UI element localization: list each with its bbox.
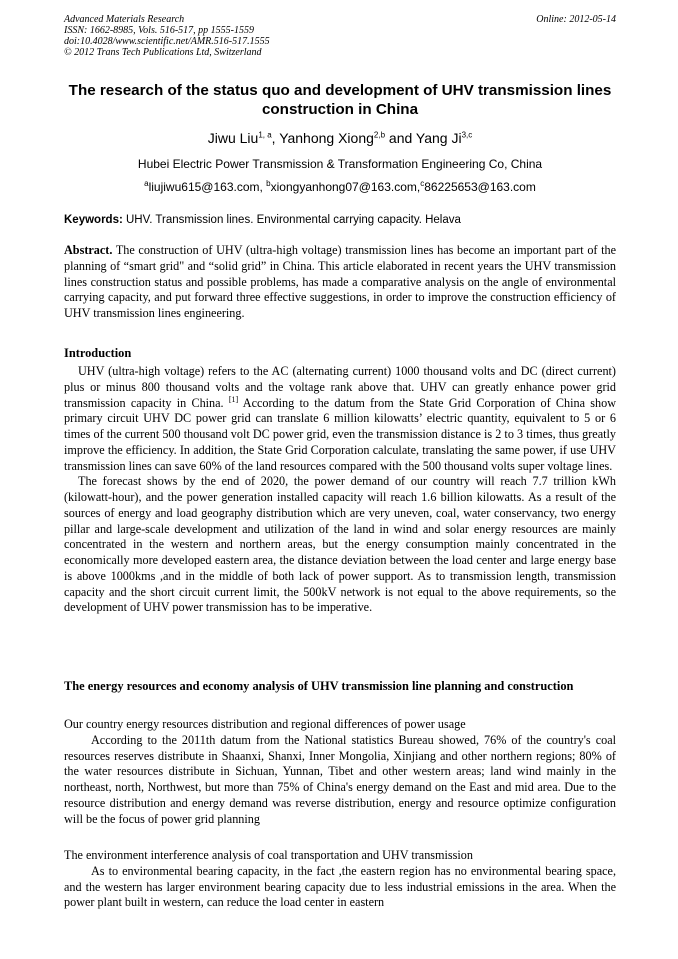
subsection-heading: Our country energy resources distribution and regional differences of power usage (64, 717, 466, 731)
author-affil-mark: 2,b (373, 130, 386, 140)
author-list (64, 129, 616, 147)
energy-section (64, 717, 616, 827)
keywords-label: Keywords: (64, 214, 123, 226)
paper-title: The research of the status quo and development of UHV transmission lines construction in China (68, 82, 612, 118)
doi-line: doi:10.4028/www.scientific.net/AMR.516-517.1555 (64, 36, 270, 47)
author-name: Jiwu Liu (207, 130, 259, 146)
author-affil-mark: 3,c (461, 130, 473, 140)
citation-ref[interactable]: [1] (228, 394, 239, 404)
email-link[interactable]: liujiwu615@163.com, (148, 180, 267, 194)
environment-section (64, 848, 616, 911)
journal-name: Advanced Materials Research (64, 14, 185, 25)
journal-header (64, 14, 616, 58)
author-affil-mark: 1, a (258, 130, 272, 140)
email-mark: b (266, 179, 271, 188)
email-mark: c (420, 179, 425, 188)
issn-line: ISSN: 1662-8985, Vols. 516-517, pp 1555-1559 (64, 25, 254, 36)
author-name: Yanhong Xiong (279, 130, 374, 146)
paragraph-text: According to the datum from the State Grid Corporation of China show primary circuit UHV DC power grid can translate 6 million kilowatts’ electric quantity, equivalent to 5 or 6 times of the current 500 thousand volt DC power grid, even the transmission distance is 2 to 3 times, thus greatly improve the efficiency. In addition, the State Grid Corporation calculate, translating the same power, if use UHV transmission lines can save 60% of the land resources compared with the 500 thousand volts super voltage lines. (64, 395, 617, 473)
introduction-section (64, 364, 616, 616)
abstract-text: The construction of UHV (ultra-high voltage) transmission lines has become an important part of the planning of “smart grid" and “solid grid” in China. This article elaborated in recent years the UHV transmission lines construction status and possible problems, has made a comparative analysis on the angle of environmental carrying capacity, and put forward three effective suggestions, in order to improve the construction efficiency of UHV transmission lines engineering. (64, 243, 616, 320)
paragraph: As to environmental bearing capacity, in the fact ,the eastern region has no environmental bearing space, and the western has larger environment bearing capacity due to less industrial emissions in the area. When the power plant built in western, can reduce the load center in eastern (64, 863, 616, 910)
email-list (64, 180, 616, 195)
keywords (64, 213, 616, 228)
paragraph: The forecast shows by the end of 2020, the power demand of our country will reach 7.7 trillion kWh (kilowatt-hour), and the power generation installed capacity will reach 1.6 billion kilowatts. As a result of the sources of energy and load geography distribution which are very uneven, coal, water conservancy, two energy pillar and large-scale development and utilization of the land in wind and solar energy resources are mainly concentrated in the western and northern areas, but the energy consumption mainly concentrated in the economically more developed eastern area, the distance deviation between the load center and large energy base is above 1000kms ,and in the middle of both lack of power support. As to transmission length, transmission capacity and the short circuit current limit, the 500kV network is not equal to the above requirements, so the development of UHV power transmission has to be imperative. (64, 474, 616, 615)
email-link[interactable]: xiongyanhong07@163.com, (270, 180, 421, 194)
author-separator: , (271, 130, 280, 146)
paragraph (64, 364, 616, 474)
keywords-text: UHV. Transmission lines. Environmental carrying capacity. Helava (122, 214, 461, 226)
author-separator: and (385, 130, 416, 146)
online-date: Online: 2012-05-14 (536, 14, 616, 25)
section-heading-introduction: Introduction (64, 346, 132, 360)
section-heading-energy: The energy resources and economy analysis of UHV transmission line planning and construction (64, 679, 574, 693)
affiliation: Hubei Electric Power Transmission & Transformation Engineering Co, China (137, 157, 543, 171)
email-mark: a (144, 179, 149, 188)
subsection-heading: The environment interference analysis of coal transportation and UHV transmission (64, 848, 473, 862)
author-name: Yang Ji (415, 130, 462, 146)
copyright-line: © 2012 Trans Tech Publications Ltd, Switzerland (64, 47, 262, 58)
email-link[interactable]: 86225653@163.com (424, 180, 536, 194)
paragraph-text: UHV (ultra-high voltage) refers to the AC (alternating current) 1000 thousand volts and DC (direct current) plus or minus 800 thousand volts and the voltage rank above that. UHV can greatly enhance power grid transmission capacity in China. (64, 364, 616, 410)
paragraph: According to the 2011th datum from the National statistics Bureau showed, 76% of the country's coal resources reserves distribute in Shaanxi, Shanxi, Inner Mongolia, Xinjiang and other northern regions; 80% of the water resources distribute in Sichuan, Yunnan, Tibet and other western areas; land wind mainly in the northeast, north, Northwest, but more than 75% of China's energy demand on the East and mid area. Due to the resource distribution and energy demand was reverse distribution, energy and resource optimize configuration will be the focus of power grid planning (64, 732, 616, 826)
abstract (64, 243, 616, 322)
abstract-label: Abstract. (64, 243, 113, 257)
